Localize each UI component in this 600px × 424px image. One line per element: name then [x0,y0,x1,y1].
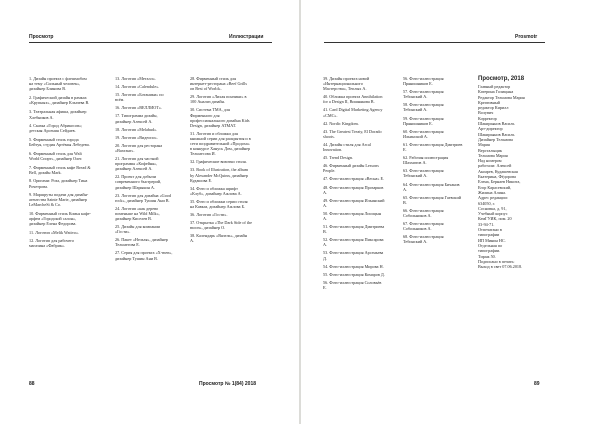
caption-item: 51. Фото-иллюстрация Дмитриева В. [323,224,385,235]
caption-item: 64. Фото-иллюстрация Бичанов А. [403,181,460,192]
caption-item: 11. Логотип «Melik Wattvo». [29,230,80,236]
imprint-line: Верстальщик [478,147,502,153]
section-header: Просмотр [29,34,54,40]
imprint-line: Сосновка, д. 91, [478,205,507,211]
imprint-line: Тельмова Мария [478,152,508,158]
caption-item: 30. Система ТМА, для Фирменного для профессионального дизайна Kids Design, дизайнер АТМАТ. [190,107,250,128]
caption-item: 8. Оригами: Роза, дизайнер Тина Рочетрова. [29,178,88,189]
imprint-block [478,76,536,269]
caption-item: 4. Сказка «Город Абрикосов»; детская Арсения Сейдаев. [29,122,83,133]
imprint-title: Просмотр, 2018 [478,76,525,82]
imprint-line: Волувич [478,110,494,116]
imprint-line: Егор Карасевский, [478,184,512,190]
imprint-line: Креативный [478,99,500,105]
caption-item: 65. Фото-иллюстрация Гаевский В. [403,194,461,205]
caption-column-4 [323,76,385,293]
caption-item: 31. Логотип и обложки для книжной серии для раскрытия и в сети поздравительной «Продоха» в конкурсе Ханусь Дом, дизайнер Тельмесова И. [190,130,251,157]
imprint-lines [478,84,536,269]
header-rule [29,42,272,43]
imprint-line: Выход в свет 07.06.2018. [478,264,523,270]
caption-item: 22. Проект для добычи современного быстрерий, дизайнер Шарыкин А. [115,174,161,190]
caption-item: 62. Рабочая иллюстрация Шахматов А. [403,155,449,166]
caption-item: 3. Театральная афиша, дизайнер Хлебников А. [29,109,87,120]
imprint-line: Редактор Тельмова Мария [478,94,525,100]
section-header: Prosmotr [515,34,538,40]
imprint-line: редактор Кирилл [478,105,509,111]
imprint-line: Жилина Алина. [478,189,506,195]
caption-item: 14. Логотип «Calendule». [115,84,160,90]
imprint-line: Главный редактор [478,84,511,89]
imprint-line: типографии [478,232,500,238]
imprint-line: Адрес редакции: [478,195,508,201]
caption-item: 33. Book of Illustration, the album by Alexander McQuinn, дизайнер Кудашова Е. [190,167,249,183]
caption-item: 40. Обложка проекта Annihilation for a Design II, Вишнякова В. [323,94,383,105]
caption-item: 37. Открытка «The Dark Side of the moon», дизайнер О. [190,220,252,231]
caption-column-5 [403,76,463,247]
caption-item: 18. Логотип «Melabud». [115,126,158,132]
caption-item: 7. Фирменный стиль кафе Bread & Bell, дизайн Mark. [29,165,91,176]
caption-item: 53. Фото-иллюстрация Арсеньева Д. [323,250,384,261]
caption-item: 43. The Greatest Treaty, El Dorado shoots. [323,128,382,139]
imprint-line: Екатерина, Фёдорова [478,174,516,180]
caption-item: 28. Фирменный стиль для интернет-ресторана «Beef Grills on Best of World». [190,76,248,92]
caption-item: 66. Фото-иллюстрация Собольников А. [403,207,444,218]
caption-item: 35. Фото и обложки серии стиля на Кавказ, дизайнер Ажлова Б. [190,198,248,209]
caption-item: 20. Логотип для ресторана «Вахтанг». [115,142,163,153]
caption-item: 24. Логотип «как дерево поменьше на Wild Milk», дизайнер Киселев В. [115,205,160,221]
imprint-line: Учебный корпус [478,211,508,217]
caption-item: 10. Фирменный стиль Комья кафе-арфем «Городской салон», дизайнер Елена Федорова. [29,210,91,227]
imprint-line: ИП Минин НС. [478,237,506,243]
caption-item: 19. Логотип «Видеопо». [115,134,158,140]
caption-item: 68. Фото-иллюстрация Тебинский А. [403,234,444,245]
caption-item: 59. Фото-иллюстрация Прянишников Е. [403,115,444,126]
caption-item: 47. Фото-иллюстрация «Весна» Е. [323,176,385,182]
imprint-line: Шакирьянов Василь [478,121,515,127]
caption-item: 44. Дизайн стиля для Arcal Innovation. [323,141,371,153]
caption-item: 46. Фирменный дизайн Lessons People. [323,163,379,174]
caption-item: 56. Фото-иллюстрация Соловьёв Е. [323,279,382,290]
imprint-line: Акоарев, Кудашевская [478,168,518,174]
imprint-line: Подписано в печать: [478,258,515,264]
caption-item: 48. Фото-иллюстрация Прозарков А. [323,184,384,195]
caption-item: 5. Фирменный стиль города Бейтуя, студия Артёмья Лебедева. [29,136,90,147]
caption-item: 56. Фото-иллюстрация Прянишников Е. [403,76,444,87]
imprint-line: Над номером [478,158,502,164]
caption-item: 45. Trend Design. [323,155,354,161]
caption-item: 1. Дизайн проекта с флешмобом на тему «Сильный человек», дизайнер Блинова В. [29,76,87,92]
caption-item: 13. Логотип «Металл». [115,76,156,81]
issue-label: Просмотр № 1(84) 2018 [199,381,257,387]
caption-item: 52. Фото-иллюстрация Пиксарова А. [323,237,384,248]
imprint-line: работали: Алексей [478,163,512,169]
caption-item: 57. Фото-иллюстрация Тебинский А. [403,89,444,100]
caption-item: 49. Фото-иллюстрация Ильинский А. [323,197,385,208]
caption-item: 16. Логотип «ВЕЛЛИОТ». [115,105,162,111]
caption-item: 61. Фото-иллюстрация Дмитриев Е. [403,141,463,153]
page-number: 89 [534,381,540,387]
caption-column-2 [115,76,173,264]
caption-item: 29. Логотип «Лихая пончики» в 100 Анализ дизайн. [190,94,247,105]
imprint-line: Отпечатано в [478,227,502,233]
imprint-line: Катерина Голицына [478,89,514,95]
caption-item: 60. Фото-иллюстрация Ильинский А. [403,128,444,139]
imprint-line: Отдельная по [478,242,503,248]
imprint-line: Шакирьянов Василь [478,131,515,137]
imprint-line: КемГУИК, пом. 20 [478,216,512,222]
imprint-line: Дизайнер Тельмова [478,136,513,142]
left-page [0,0,299,424]
caption-item: 17. Типограмма дизайн, дизайнер Алексей А. [115,113,158,124]
caption-item: 23. Логотип для дизайна «Good rock», дизайнер Тушин Ани В. [115,192,171,203]
caption-item: 55. Фото-иллюстрация Комаров Д. [323,271,385,277]
caption-item: 21. Логотип для частной программы «Кофейня», дизайнер Алексей А. [115,156,159,172]
imprint-line: 634050, г. [478,200,495,206]
caption-item: 9. Маршруты подачи для дизайн-агентства Sainte Marie, дизайнер LeMarcheSi & Co. [29,191,89,207]
caption-item: 58. Фото-иллюстрация Тебинский А. [403,102,444,113]
caption-item: 41. Card Digital Marketing Agency «CMC». [323,107,383,118]
page-number: 88 [29,381,35,387]
imprint-line: Арт-директор [478,126,503,132]
imprint-line: Мария [478,142,490,148]
imprint-line: Тираж 50. [478,253,496,259]
caption-item: 6. Фирменный стиль для Walt World Спорт», дизайнер Олег. [29,151,83,162]
section-subheader: Иллюстрации [229,34,264,40]
caption-item: 25. Дизайн для компании «Гости». [115,224,160,235]
caption-item: 67. Фото-иллюстрация Собольников А. [403,221,444,232]
caption-item: 39. Дизайн проекта новой «Интернационального Мастерства», Теплых А. [323,76,370,92]
caption-column-1 [29,76,91,251]
imprint-line: Елена, Бернаев Никита, [478,179,521,185]
caption-item: 36. Логотип «Гости». [190,212,228,218]
caption-item: 26. Пакет «Нельзя», дизайнер Тельмегова Е. [115,237,168,248]
caption-item: 42. Nordic Kingdom. [323,120,359,126]
caption-item: 38. Календарь «Вязель», дизайн А. [190,233,248,244]
caption-item: 34. Фото и обложка шрифт «Клуб», дизайнер Ажлова А. [190,185,242,196]
caption-column-3 [190,76,252,247]
caption-item: 50. Фото-иллюстрация Лисицын А. [323,210,382,221]
caption-item: 32. Графические визитки стиля. [190,159,247,165]
imprint-line: Корректор [478,115,497,121]
caption-item: 15. Логотип «Ботаники» по всём. [115,92,164,103]
caption-item: 27. Серия для проекта «Х-men», дизайнер Тушин Ани В. [115,250,173,261]
imprint-line: типографии. [478,248,501,254]
imprint-line: 33-94-71. [478,221,495,227]
caption-item: 54. Фото-иллюстрация Мирова Н. [323,263,384,269]
caption-item: 12. Логотип для рабочего магазина «Фабрик». [29,238,75,249]
header-rule [324,42,545,43]
caption-item: 63. Фото-иллюстрация Тебинский А. [403,168,444,179]
caption-item: 2. Графический дизайн в рамках «Крупных», дизайнер Клычева В. [29,95,90,106]
